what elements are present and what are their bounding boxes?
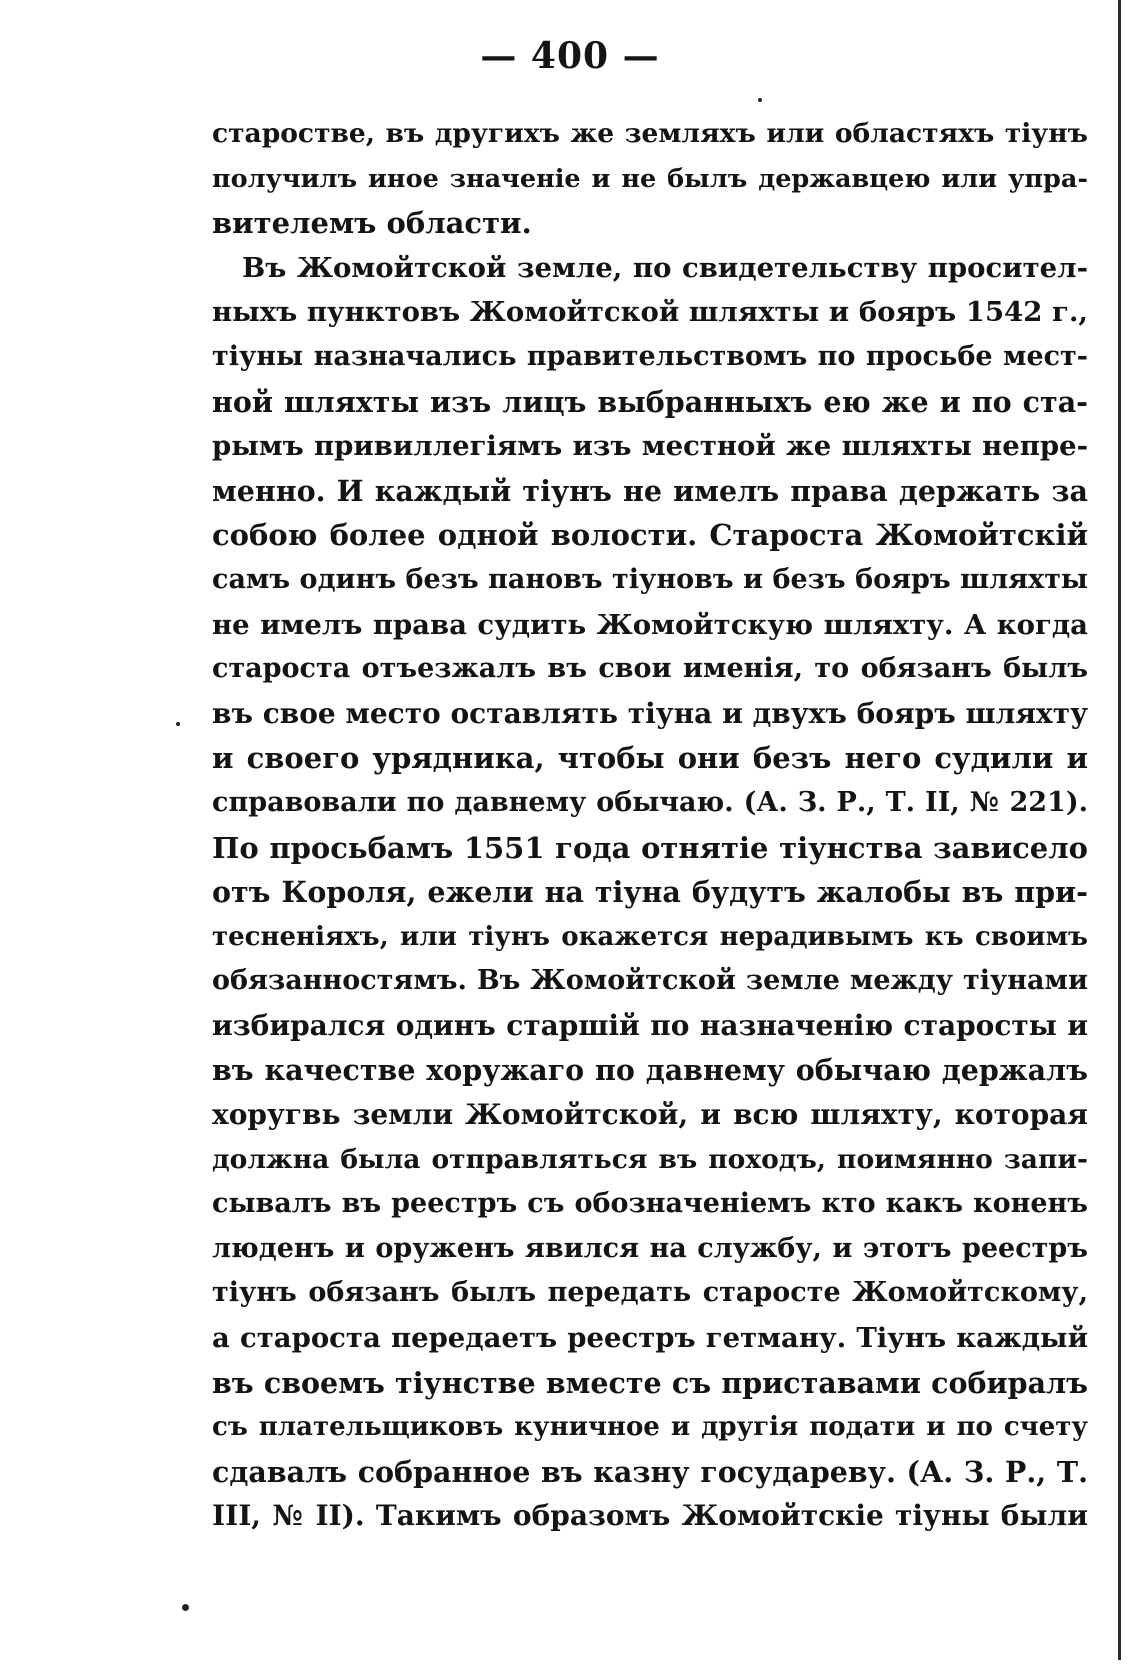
text-line: сдавалъ собранное въ казну государеву. (А. З. Р., Т.	[212, 1454, 1088, 1489]
text-line: въ своемъ тiунстве вместе съ приставами собиралъ	[212, 1365, 1088, 1400]
text-line: Въ Жомойтской земле, по свидетельству просител-	[242, 251, 1088, 284]
text-line: старостве, въ другихъ же земляхъ или областяхъ тiунъ	[212, 118, 1088, 149]
page-edge-line	[1118, 0, 1121, 1660]
text-line: самъ одинъ безъ пановъ тiуновъ и безъ бояръ шляхты	[212, 563, 1088, 595]
text-line: ной шляхты изъ лицъ выбранныхъ ею же и по ста-	[212, 384, 1088, 419]
text-line: тiунъ обязанъ былъ передать старосте Жомойтскому,	[212, 1277, 1088, 1309]
text-line: III, № II). Такимъ образомъ Жомойтскiе тiуны были	[212, 1499, 1088, 1533]
text-line: получилъ иное значенiе и не былъ державцею или упра-	[212, 163, 1088, 194]
ink-speck	[182, 1604, 189, 1611]
text-line: справовали по давнему обычаю. (А. З. Р., Т. II, № 221).	[212, 786, 1088, 818]
text-line: въ качестве хоружаго по давнему обычаю держалъ	[212, 1053, 1088, 1088]
text-line: съ плательщиковъ куничное и другiя подати и по счету	[212, 1412, 1088, 1443]
text-line: По просьбамъ 1551 года отнятiе тiунства зависело	[212, 830, 1088, 865]
text-line: отъ Короля, ежели на тiуна будутъ жалобы въ при-	[212, 875, 1088, 910]
text-line: собою более одной волости. Староста Жомойтскiй	[212, 518, 1088, 553]
text-line: ныхъ пунктовъ Жомойтской шляхты и бояръ 1542 г.,	[212, 296, 1088, 329]
ink-speck	[176, 722, 180, 726]
body-text	[212, 112, 1088, 1539]
text-line: а староста передаетъ реестръ гетману. Тiунъ каждый	[212, 1322, 1088, 1355]
text-line: должна была отправляться въ походъ, поимянно запи-	[212, 1143, 1088, 1175]
text-line: хоругвь земли Жомойтской, и всю шляхту, которая	[212, 1098, 1088, 1132]
text-line: вителемъ области.	[212, 206, 532, 241]
ink-speck	[758, 98, 762, 102]
text-line: сывалъ въ реестръ съ обозначенiемъ кто какъ коненъ	[212, 1188, 1088, 1220]
text-line: менно. И каждый тiунъ не имелъ права держать за	[212, 473, 1088, 508]
text-line: тiуны назначались правительствомъ по просьбе мест-	[212, 340, 1088, 372]
text-line: не имелъ права судить Жомойтскую шляхту. А когда	[212, 608, 1088, 641]
text-line: избирался одинъ старшiй по назначенiю старосты и	[212, 1008, 1088, 1042]
text-line: староста отъезжалъ въ свои именiя, то обязанъ былъ	[212, 653, 1088, 685]
text-line: и своего урядника, чтобы они безъ него судили и	[212, 741, 1088, 776]
text-line: въ свое место оставлять тiуна и двухъ бояръ шляхту	[212, 696, 1088, 730]
text-line: люденъ и оруженъ явился на службу, и этотъ реестръ	[212, 1232, 1088, 1264]
text-line: рымъ привиллегiямъ изъ местной же шляхты непре-	[212, 430, 1088, 463]
text-line: тесненiяхъ, или тiунъ окажется нерадивымъ къ своимъ	[212, 921, 1088, 952]
text-line: обязанностямъ. Въ Жомойтской земле между тiунами	[212, 965, 1088, 997]
page-number: — 400 —	[480, 35, 660, 77]
